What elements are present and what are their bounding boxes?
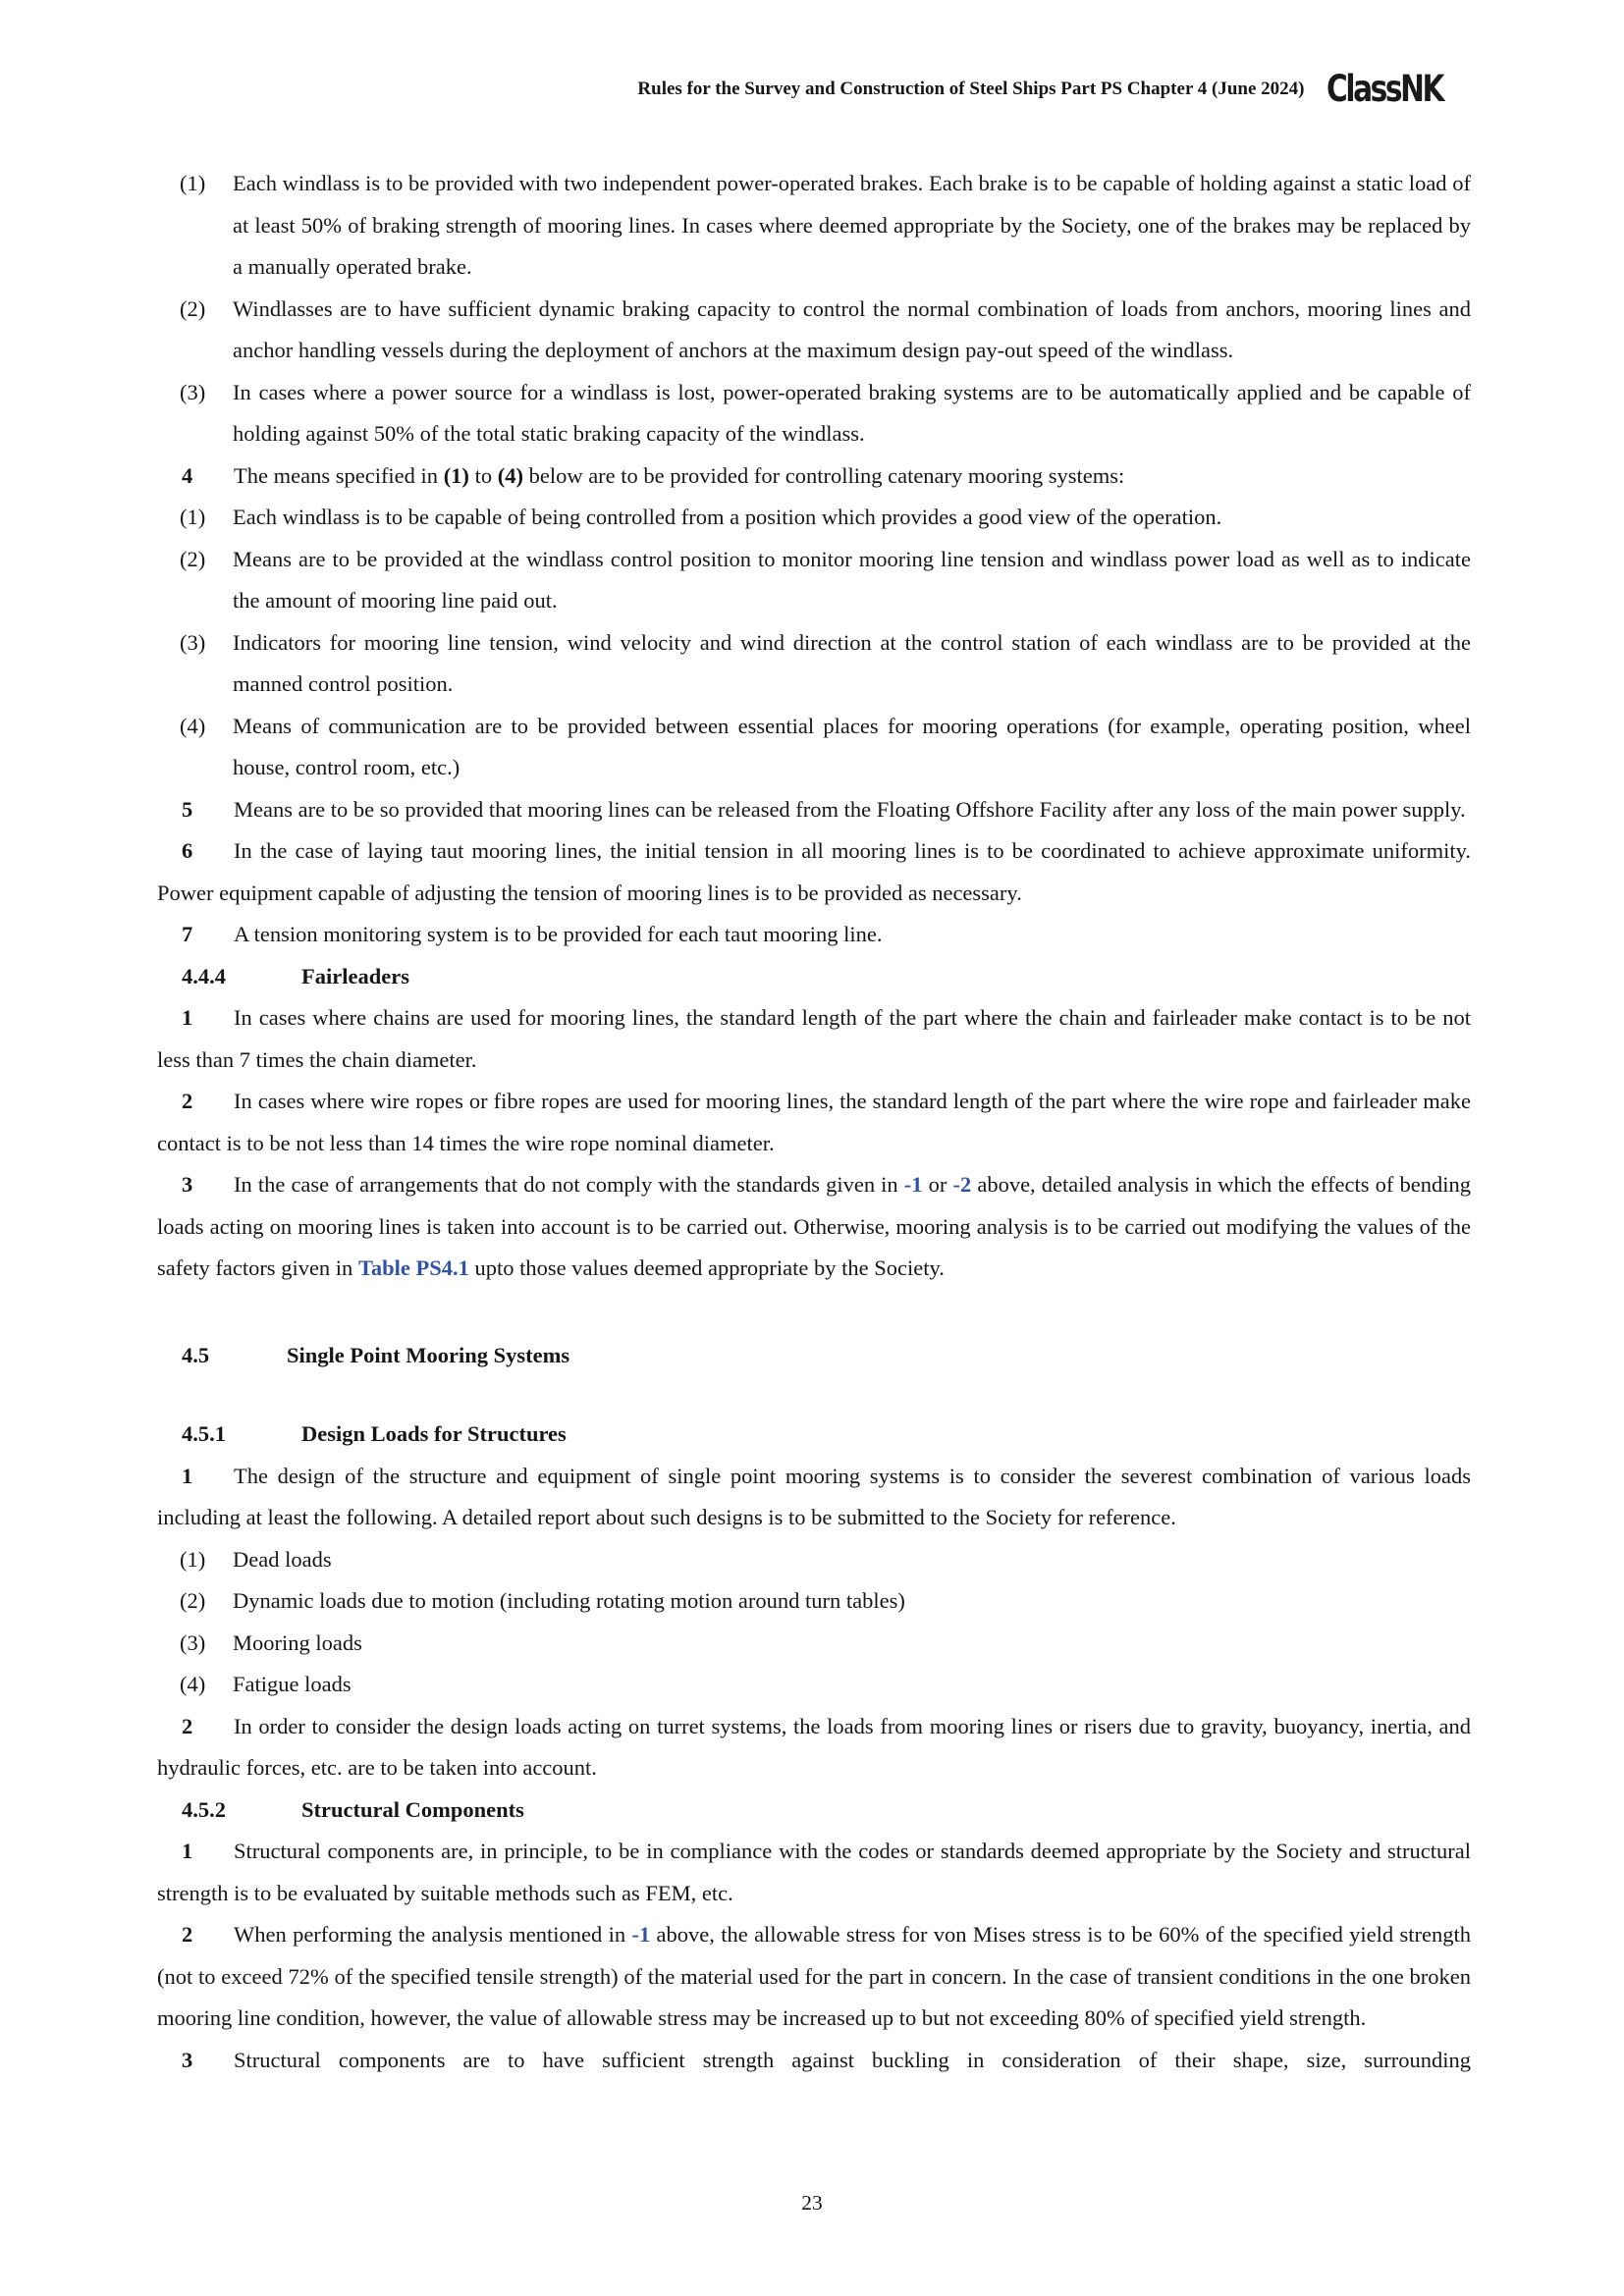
text-segment: Structural components are to have sufficient strength against buckling in consideration of their shape, size, surrounding [234,2047,1471,2072]
text-segment: The means specified in [234,462,444,488]
paragraph [157,1164,1471,1290]
paragraph [157,2040,1471,2082]
cross-reference-link[interactable]: Table PS4.1 [357,1255,469,1280]
text-segment: When performing the analysis mentioned in [234,1922,632,1947]
text-segment: Dead loads [233,1546,332,1572]
paragraph [157,1914,1471,2040]
paragraph-marker: 4.5.1 [182,1421,226,1446]
paragraph-marker: 4.4.4 [182,963,226,988]
text-segment: The design of the structure and equipment of single point mooring systems is to consider the severest combination of various loads including at least the following. A detailed report about such designs is to be submitted to the Society for reference. [157,1463,1471,1529]
paragraph [157,706,1471,789]
paragraph-marker: 4 [182,462,193,488]
text-segment: In cases where chains are used for mooring lines, the standard length of the part where the chain and fairleader make contact is to be not less than 7 times the chain diameter. [157,1005,1471,1072]
text-segment: above, the allowable stress for von Mises stress is to be 60% of the specified yield strength (not to exceed 72% of the specified tensile strength) of the material used for the part in concern. In the case of transient conditions in the one broken mooring line condition, however, the value of allowable stress may be increased up to but not exceeding 80% of specified yield strength. [157,1922,1471,2030]
text-segment: Fatigue loads [233,1672,352,1696]
paragraph [157,1623,1471,1665]
paragraph [157,1831,1471,1914]
paragraph [157,1539,1471,1581]
text-segment: A tension monitoring system is to be provided for each taut mooring line. [234,922,883,946]
text-segment: above, detailed analysis in which the effects of bending loads acting on mooring lines is taken into account is to be carried out. Otherwise, mooring analysis is to be carried out modifying the values of the safety factors given in [157,1172,1471,1280]
paragraph-marker: 6 [182,838,193,863]
paragraph [157,1456,1471,1539]
paragraph [157,830,1471,914]
text-segment: Design Loads for Structures [301,1421,567,1446]
paragraph [157,914,1471,956]
section-heading-4.5.1 [157,1414,1471,1456]
paragraph-marker: 5 [182,796,193,822]
paragraph [157,1706,1471,1789]
text-segment: to [468,462,498,488]
text-segment: (1) [443,462,469,488]
paragraph-marker: (1) [180,171,206,195]
text-segment: Dynamic loads due to motion (including rotating motion around turn tables) [233,1588,905,1613]
paragraph-marker: 1 [182,1005,193,1030]
text-segment: Means are to be provided at the windlass control position to monitor mooring line tension and windlass power load as well as to indicate the amount of mooring line paid out. [233,546,1471,613]
text-segment: upto those values deemed appropriate by the Society. [468,1255,945,1280]
document-body [157,163,1471,2081]
paragraph [157,789,1471,831]
paragraph-marker: 3 [182,2047,193,2072]
header-title: Rules for the Survey and Construction of Steel Ships Part PS Chapter 4 (June 2024) [637,78,1305,99]
paragraph-marker: 4.5 [182,1342,210,1367]
text-segment: Indicators for mooring line tension, wind velocity and wind direction at the control station of each windlass are to be provided at the manned control position. [233,629,1471,696]
cross-reference-link[interactable]: -1 [903,1172,923,1197]
cross-reference-link[interactable]: -1 [631,1922,651,1947]
paragraph-marker: 2 [182,1713,193,1738]
paragraph [157,1580,1471,1623]
paragraph-marker: (3) [180,629,206,655]
paragraph-marker: (2) [180,546,206,571]
text-segment: Windlasses are to have sufficient dynamic braking capacity to control the normal combination of loads from anchors, mooring lines and anchor handling vessels during the deployment of anchors at the maximum design pay-out speed of the windlass. [233,295,1471,362]
paragraph [157,163,1471,289]
page-number: 23 [801,2191,823,2215]
paragraph [157,1664,1471,1706]
text-segment: Fairleaders [301,963,409,988]
text-segment: Each windlass is to be provided with two independent power-operated brakes. Each brake is to be capable of holding against a static load of at least 50% of braking strength of mooring lines. In cases where deemed appropriate by the Society, one of the brakes may be replaced by a manually operated brake. [233,171,1471,279]
paragraph [157,539,1471,622]
paragraph-marker: 1 [182,1463,193,1488]
paragraph [157,997,1471,1081]
paragraph [157,497,1471,539]
paragraph-marker: 7 [182,922,193,946]
text-segment: Means are to be so provided that mooring lines can be released from the Floating Offshore Facility after any loss of the main power supply. [234,796,1466,822]
paragraph [157,455,1471,498]
text-segment: In the case of arrangements that do not comply with the standards given in [234,1172,904,1197]
section-heading-4.4.4 [157,956,1471,998]
paragraph-marker: 1 [182,1839,193,1863]
text-segment: or [922,1172,953,1197]
paragraph-marker: (2) [180,1588,206,1613]
paragraph [157,1081,1471,1164]
paragraph-marker: (2) [180,295,206,321]
cross-reference-link[interactable]: -2 [952,1172,972,1197]
text-segment: Means of communication are to be provided between essential places for mooring operations (for example, operating position, wheel house, control room, etc.) [233,713,1471,779]
paragraph-marker: (4) [180,713,206,738]
paragraph-marker: (1) [180,505,206,529]
paragraph [157,289,1471,372]
section-heading-4.5 [157,1335,1471,1377]
paragraph-marker: 2 [182,1089,193,1113]
paragraph-marker: 4.5.2 [182,1796,226,1822]
paragraph-marker: (4) [180,1672,206,1696]
text-segment: In cases where a power source for a windlass is lost, power-operated braking systems are to be automatically applied and be capable of holding against 50% of the total static braking capacity of the windlass. [233,379,1471,446]
text-segment: In the case of laying taut mooring lines, the initial tension in all mooring lines is to be coordinated to achieve approximate uniformity. Power equipment capable of adjusting the tension of mooring lines is to be provided as necessary. [157,838,1471,905]
text-segment: Structural components are, in principle, to be in compliance with the codes or standards deemed appropriate by the Society and structural strength is to be evaluated by suitable methods such as FEM, etc. [157,1839,1471,1905]
page-footer [0,2191,1624,2216]
section-heading-4.5.2 [157,1789,1471,1832]
paragraph-marker: (1) [180,1546,206,1572]
paragraph-marker: 2 [182,1922,193,1947]
paragraph-marker: 3 [182,1172,193,1197]
text-segment: (4) [497,462,523,488]
paragraph-marker: (3) [180,1629,206,1655]
paragraph [157,372,1471,455]
paragraph [157,622,1471,706]
paragraph-marker: (3) [180,379,206,404]
text-segment: below are to be provided for controlling catenary mooring systems: [522,462,1125,488]
text-segment: Mooring loads [233,1629,362,1655]
text-segment: Each windlass is to be capable of being controlled from a position which provides a good view of the operation. [233,505,1222,529]
classnk-logo: ClassNK [1326,68,1442,110]
text-segment: In order to consider the design loads acting on turret systems, the loads from mooring lines or risers due to gravity, buoyancy, inertia, and hydraulic forces, etc. are to be taken into account. [157,1713,1471,1780]
text-segment: In cases where wire ropes or fibre ropes are used for mooring lines, the standard length of the part where the wire rope and fairleader make contact is to be not less than 14 times the wire rope nominal diameter. [157,1089,1471,1155]
page-header [637,68,1471,110]
text-segment: Structural Components [301,1796,524,1822]
text-segment: Single Point Mooring Systems [287,1342,570,1367]
